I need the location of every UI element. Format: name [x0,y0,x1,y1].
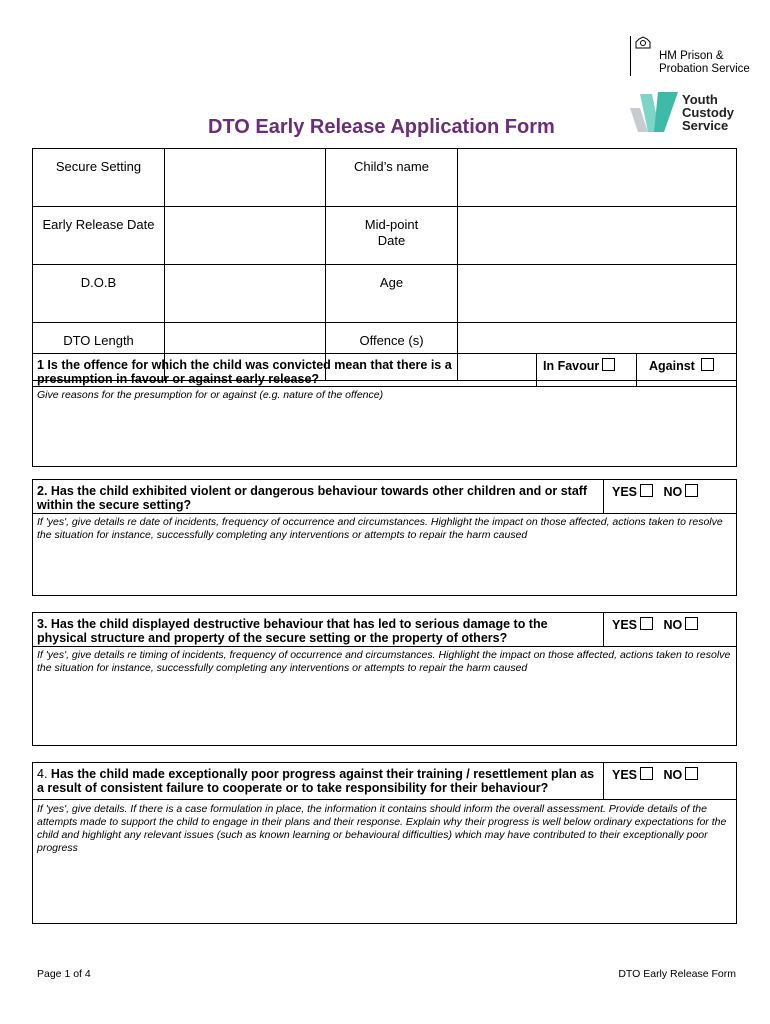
q2-yes-label: YES [612,485,638,499]
footer-form-name: DTO Early Release Form [618,968,736,980]
question-4 [32,762,737,924]
question-4-prompt: If 'yes', give details. If there is a case formulation in place, the information it contains should inform the overall assessment. Provide details of the attempts made to support the child to engage in their plans and their response. Explain why their progress is well below ordinary expectations for the child and highlight any relevant issues (such as known learning or behavioural difficulties) which may have contributed to their exceptionally poor progress [37,803,727,854]
question-2-options [603,480,736,513]
offence-label: Offence (s) [326,323,458,381]
question-1-answer-area[interactable] [33,402,736,466]
childs-name-field[interactable] [458,149,737,207]
early-release-date-label: Early Release Date [33,207,165,265]
q3-no-label: NO [663,618,683,632]
midpoint-line2: Date [377,233,406,248]
dob-label: D.O.B [33,265,165,323]
secure-setting-label: Secure Setting [33,149,165,207]
ycs-chevron-icon [630,90,680,134]
hmpps-logo [630,36,750,76]
childs-name-label: Child’s name [326,149,458,207]
question-3-answer-area[interactable] [33,675,736,745]
question-3-options [603,613,736,646]
question-2-answer-area[interactable] [33,542,736,595]
secure-setting-field[interactable] [165,149,326,207]
question-4-options [603,763,736,799]
question-1-prompt: Give reasons for the presumption for or against (e.g. nature of the offence) [37,389,384,401]
question-3 [32,612,737,746]
midpoint-date-field[interactable] [458,207,737,265]
against-label: Against [649,359,695,373]
ycs-logo [630,90,750,136]
details-table [32,148,737,381]
early-release-date-field[interactable] [165,207,326,265]
against-option [636,354,736,386]
in-favour-option [536,354,636,386]
midpoint-date-label [326,207,458,265]
question-2-prompt: If 'yes', give details re date of incidents, frequency of occurrence and circumstances. Highlight the impact on those affected, actions taken to resolve the situation for instance, successfully completing any interventions or attempts to repair the harm caused [37,516,723,541]
hmpps-line1: HM Prison & [659,50,724,62]
q3-yes-label: YES [612,618,638,632]
question-1 [32,353,737,467]
question-4-question: Has the child made exceptionally poor progress against their training / resettlement plan as a result of consistent failure to cooperate or to take responsibility for their behaviour? [37,767,595,795]
q4-yes-checkbox[interactable] [640,767,653,780]
question-1-text: 1 Is the offence for which the child was convicted mean that there is a presumption in favour or against early release? [37,358,452,386]
question-3-text: 3. Has the child displayed destructive behaviour that has led to serious damage to the physical structure and property of the secure setting or the property of others? [37,617,548,645]
dob-field[interactable] [165,265,326,323]
midpoint-line1: Mid-point [364,217,419,232]
age-label: Age [326,265,458,323]
dto-length-label: DTO Length [33,323,165,381]
q4-no-label: NO [663,768,683,782]
q2-yes-checkbox[interactable] [640,484,653,497]
age-field[interactable] [458,265,737,323]
q2-no-checkbox[interactable] [685,484,698,497]
q4-no-checkbox[interactable] [685,767,698,780]
page-number: Page 1 of 4 [37,968,91,980]
in-favour-label: In Favour [543,359,600,373]
question-3-prompt: If 'yes', give details re timing of incidents, frequency of occurrence and circumstances. Highlight the impact on those affected, actions taken to resolve the situation for instance, successfully completing any interventions or attempts to repair the harm caused [37,649,731,674]
q3-no-checkbox[interactable] [685,617,698,630]
q4-yes-label: YES [612,768,638,782]
q3-yes-checkbox[interactable] [640,617,653,630]
hmpps-line2: Probation Service [659,63,750,75]
royal-crest-icon [630,36,653,76]
q2-no-label: NO [663,485,683,499]
question-4-number: 4. [37,767,48,781]
ycs-line1: Youth [682,92,718,107]
question-2 [32,479,737,596]
ycs-line2: Custody [682,105,734,120]
question-4-text [33,763,603,799]
ycs-line3: Service [682,118,729,133]
page-title: DTO Early Release Application Form [208,116,555,138]
question-4-answer-area[interactable] [33,859,736,923]
in-favour-checkbox[interactable] [602,358,615,371]
question-2-text: 2. Has the child exhibited violent or dangerous behaviour towards other children and or staff within the secure setting? [37,484,588,512]
against-checkbox[interactable] [701,358,714,371]
